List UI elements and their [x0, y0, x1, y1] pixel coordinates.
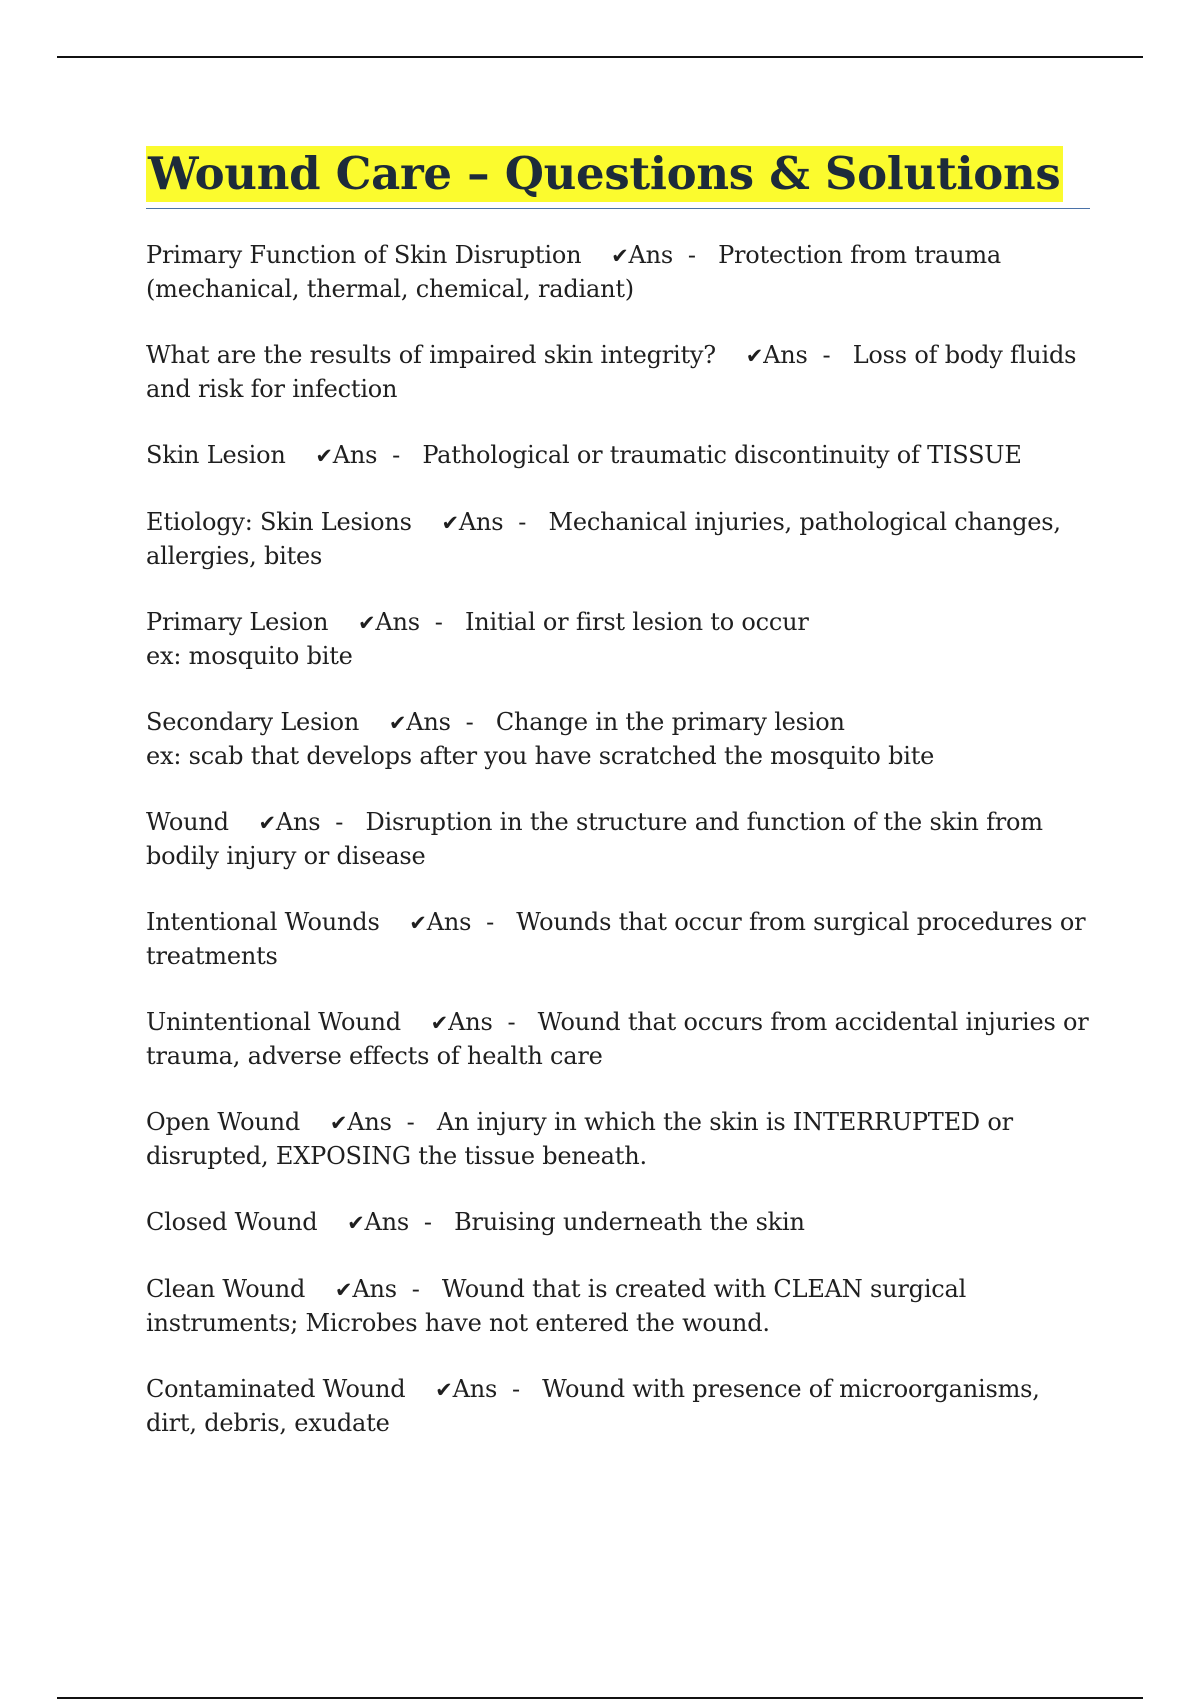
answer-text: Wound with presence of microorganisms, dirt, debris, exudate [146, 1375, 1040, 1437]
answer-text: Bruising underneath the skin [454, 1208, 805, 1236]
qa-list [146, 239, 1090, 1440]
question-text: Etiology: Skin Lesions [146, 508, 412, 536]
checkmark-icon: ✔ [315, 444, 333, 468]
qa-item [146, 606, 1090, 673]
qa-item [146, 1373, 1090, 1440]
answer-text: Wound that is created with CLEAN surgical instruments; Microbes have not entered the wound. [146, 1275, 967, 1337]
qa-item [146, 906, 1090, 973]
checkmark-icon: ✔ [347, 1211, 365, 1235]
top-rule [57, 56, 1143, 58]
question-text: Primary Function of Skin Disruption [146, 241, 582, 269]
qa-item [146, 439, 1090, 473]
checkmark-icon: ✔ [435, 1378, 453, 1402]
answer-separator: - [518, 508, 527, 536]
question-text: Intentional Wounds [146, 908, 380, 936]
answer-text: Disruption in the structure and function of the skin from bodily injury or disease [146, 808, 1043, 870]
question-text: Closed Wound [146, 1208, 318, 1236]
example-text: ex: scab that develops after you have scratched the mosquito bite [146, 742, 935, 770]
answer-separator: - [822, 341, 831, 369]
page-title: Wound Care – Questions & Solutions [146, 146, 1063, 202]
checkmark-icon: ✔ [745, 344, 764, 368]
title-block [146, 146, 1090, 209]
answer-label: Ans [275, 808, 321, 836]
checkmark-icon: ✔ [611, 244, 629, 268]
qa-item [146, 239, 1090, 306]
answer-label: Ans [332, 441, 378, 469]
answer-text: Wounds that occur from surgical procedures or treatments [146, 908, 1086, 970]
answer-separator: - [392, 441, 401, 469]
answer-text: Loss of body fluids and risk for infection [146, 341, 1077, 403]
question-text: Wound [146, 808, 229, 836]
answer-label: Ans [628, 241, 673, 269]
checkmark-icon: ✔ [258, 811, 276, 835]
checkmark-icon: ✔ [334, 1278, 353, 1302]
answer-label: Ans [452, 1375, 498, 1403]
question-text: Primary Lesion [146, 608, 329, 636]
qa-item [146, 1006, 1090, 1073]
answer-text: An injury in which the skin is INTERRUPTED or disrupted, EXPOSING the tissue beneath. [146, 1108, 1013, 1170]
answer-label: Ans [347, 1108, 392, 1136]
qa-item [146, 1206, 1090, 1240]
answer-text: Mechanical injuries, pathological changes, allergies, bites [146, 508, 1061, 570]
answer-separator: - [335, 808, 344, 836]
checkmark-icon: ✔ [430, 1011, 449, 1035]
answer-text: Protection from trauma (mechanical, thermal, chemical, radiant) [146, 241, 1002, 303]
qa-item [146, 339, 1090, 406]
qa-item [146, 706, 1090, 773]
qa-item [146, 506, 1090, 573]
answer-label: Ans [448, 1008, 493, 1036]
qa-item [146, 806, 1090, 873]
answer-text: Pathological or traumatic discontinuity of TISSUE [422, 441, 1022, 469]
answer-separator: - [406, 1108, 415, 1136]
answer-separator: - [486, 908, 494, 936]
bottom-rule [57, 1697, 1143, 1699]
answer-label: Ans [352, 1275, 397, 1303]
question-text: What are the results of impaired skin integrity? [146, 341, 716, 369]
question-text: Clean Wound [146, 1275, 306, 1303]
answer-separator: - [511, 1375, 520, 1403]
checkmark-icon: ✔ [441, 511, 459, 535]
qa-item [146, 1106, 1090, 1173]
document-body [146, 146, 1090, 1473]
answer-separator: - [687, 241, 696, 269]
question-text: Secondary Lesion [146, 708, 360, 736]
answer-text: Initial or first lesion to occur [464, 608, 809, 636]
question-text: Contaminated Wound [146, 1375, 406, 1403]
answer-separator: - [411, 1275, 420, 1303]
answer-label: Ans [375, 608, 420, 636]
answer-label: Ans [406, 708, 451, 736]
answer-separator: - [507, 1008, 516, 1036]
answer-label: Ans [364, 1208, 410, 1236]
example-text: ex: mosquito bite [146, 642, 353, 670]
checkmark-icon: ✔ [388, 711, 407, 735]
answer-label: Ans [458, 508, 504, 536]
checkmark-icon: ✔ [357, 611, 376, 635]
answer-separator: - [423, 1208, 432, 1236]
question-text: Open Wound [146, 1108, 301, 1136]
checkmark-icon: ✔ [329, 1111, 348, 1135]
answer-separator: - [465, 708, 474, 736]
answer-label: Ans [426, 908, 472, 936]
answer-label: Ans [763, 341, 808, 369]
answer-text: Change in the primary lesion [495, 708, 845, 736]
answer-text: Wound that occurs from accidental injuries or trauma, adverse effects of health care [146, 1008, 1089, 1070]
question-text: Skin Lesion [146, 441, 286, 469]
question-text: Unintentional Wound [146, 1008, 401, 1036]
qa-item [146, 1273, 1090, 1340]
answer-separator: - [434, 608, 443, 636]
checkmark-icon: ✔ [409, 911, 427, 935]
